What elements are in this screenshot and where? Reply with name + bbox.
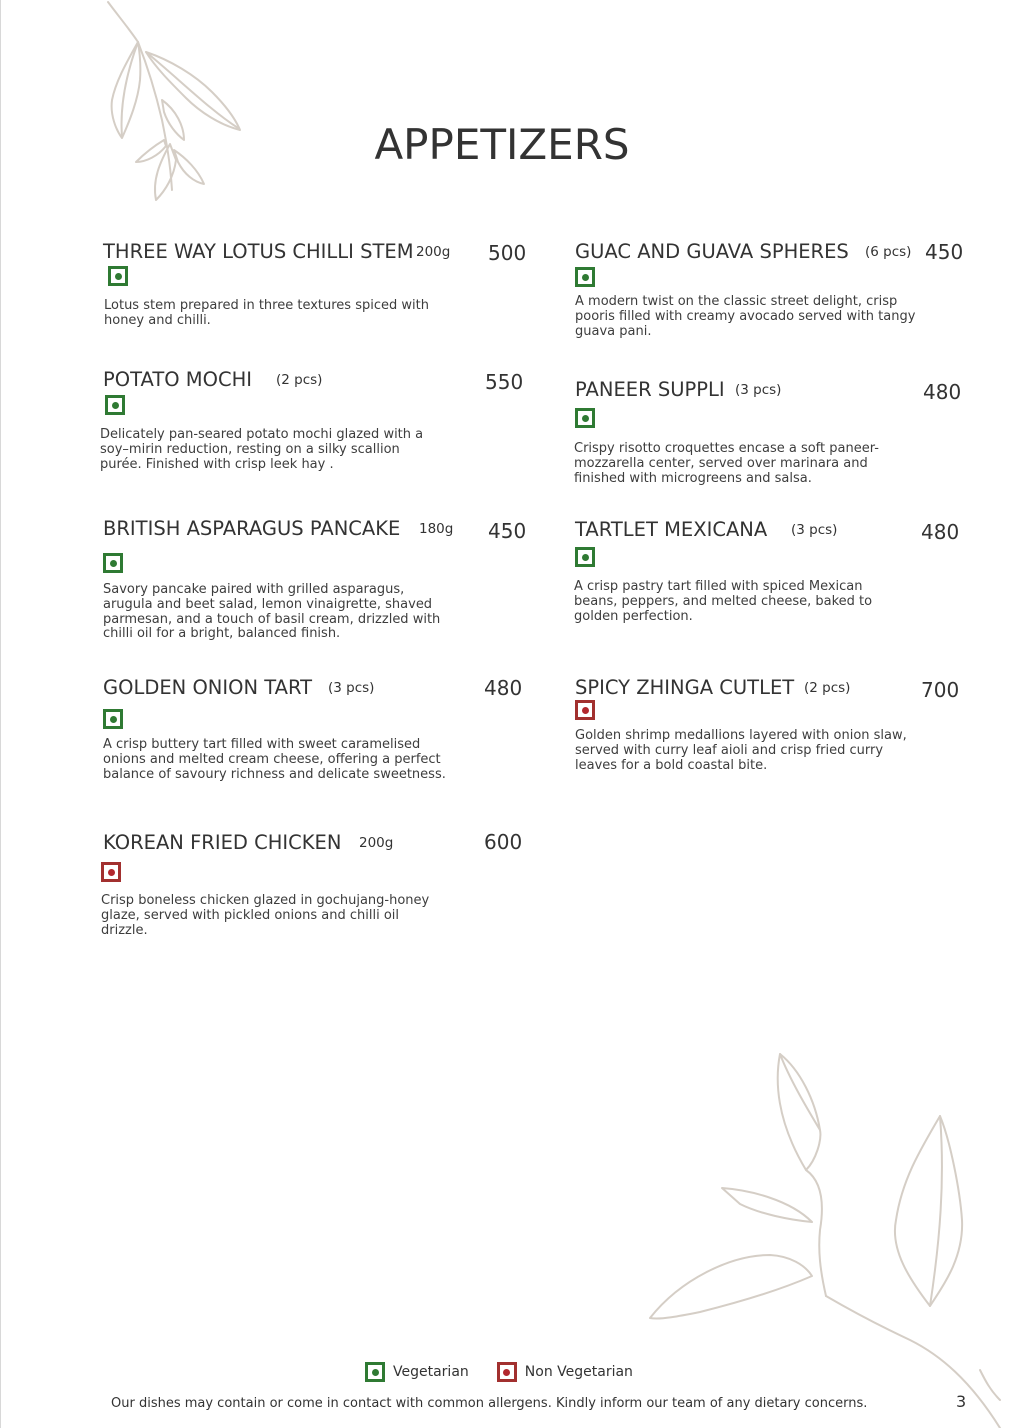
item-quantity: (6 pcs) (865, 244, 912, 260)
item-description: A crisp pastry tart filled with spiced Mexican beans, peppers, and melted cheese, baked to golden perfection. (574, 579, 873, 624)
item-description: Lotus stem prepared in three textures spiced with honey and chilli. (104, 298, 429, 328)
item-description: Crispy risotto croquettes encase a soft paneer-mozzarella center, served over marinara and finished with microgreens and salsa. (574, 441, 879, 486)
item-price: 480 (923, 380, 962, 404)
item-quantity: (3 pcs) (735, 382, 782, 398)
item-quantity: (3 pcs) (791, 522, 838, 538)
item-description: Savory pancake paired with grilled asparagus, arugula and beet salad, lemon vinaigrette, shaved parmesan, and a touch of basil cream, drizzled with chilli oil for a bright, balanced finish. (103, 582, 441, 642)
item-description: Delicately pan-seared potato mochi glazed with a soy–mirin reduction, resting on a silky scallion purée. Finished with crisp leek hay . (100, 427, 424, 472)
legend-nonveg-label: Non Vegetarian (524, 1364, 633, 1380)
non-veg-icon (101, 862, 121, 882)
allergen-note: Our dishes may contain or come in contact with common allergens. Kindly inform our team of any dietary concerns. (111, 1396, 868, 1411)
leaf-branch-top-icon (100, 0, 250, 210)
menu-item (100, 368, 533, 478)
item-quantity: (3 pcs) (328, 680, 375, 696)
item-price: 450 (925, 240, 964, 264)
item-price: 480 (921, 520, 960, 544)
veg-icon (575, 267, 595, 287)
item-description: A modern twist on the classic street delight, crisp pooris filled with creamy avocado served with tangy guava pani. (575, 294, 916, 339)
item-price: 700 (921, 678, 960, 702)
item-name: PANEER SUPPLI (575, 378, 725, 401)
menu-item (103, 517, 533, 647)
veg-icon (108, 266, 128, 286)
menu-item (103, 831, 533, 941)
item-name: THREE WAY LOTUS CHILLI STEM (103, 240, 414, 263)
item-name: BRITISH ASPARAGUS PANCAKE (103, 517, 401, 540)
menu-item (103, 240, 533, 340)
item-price: 600 (484, 830, 523, 854)
item-description: Golden shrimp medallions layered with onion slaw, served with curry leaf aioli and crisp fried curry leaves for a bold coastal bite. (575, 728, 907, 773)
veg-icon (575, 408, 595, 428)
item-name: SPICY ZHINGA CUTLET (575, 676, 795, 699)
item-price: 450 (488, 519, 527, 543)
veg-icon (103, 553, 123, 573)
veg-icon (575, 547, 595, 567)
menu-item (575, 378, 975, 488)
item-quantity: 200g (359, 835, 394, 851)
non-veg-icon (575, 700, 595, 720)
item-name: KOREAN FRIED CHICKEN (103, 831, 342, 854)
veg-icon (103, 709, 123, 729)
menu-item (575, 676, 975, 786)
non-veg-icon (497, 1362, 517, 1382)
item-description: Crisp boneless chicken glazed in gochujang-honey glaze, served with pickled onions and chilli oil drizzle. (101, 893, 430, 938)
legend-veg-label: Vegetarian (393, 1364, 469, 1380)
diet-legend (365, 1362, 661, 1382)
menu-item (103, 676, 533, 806)
item-name: POTATO MOCHI (103, 368, 252, 391)
item-quantity: (2 pcs) (276, 372, 323, 388)
legend-nonveg (497, 1362, 633, 1382)
item-quantity: 180g (419, 521, 454, 537)
legend-veg (365, 1362, 469, 1382)
page-title: APPETIZERS (374, 120, 630, 170)
veg-icon (105, 395, 125, 415)
item-price: 550 (485, 370, 524, 394)
item-price: 480 (484, 676, 523, 700)
page-number: 3 (956, 1392, 967, 1411)
item-quantity: 200g (416, 244, 451, 260)
item-description: A crisp buttery tart filled with sweet caramelised onions and melted cream cheese, offering a perfect balance of savoury richness and delicate sweetness. (103, 737, 446, 782)
menu-item (575, 518, 975, 628)
item-price: 500 (488, 241, 527, 265)
menu-item (575, 240, 975, 340)
page-edge (0, 0, 1, 1428)
item-name: TARTLET MEXICANA (575, 518, 768, 541)
leaf-branch-bottom-icon (640, 1040, 1014, 1428)
item-name: GOLDEN ONION TART (103, 676, 313, 699)
item-quantity: (2 pcs) (804, 680, 851, 696)
item-name: GUAC AND GUAVA SPHERES (575, 240, 849, 263)
veg-icon (365, 1362, 385, 1382)
